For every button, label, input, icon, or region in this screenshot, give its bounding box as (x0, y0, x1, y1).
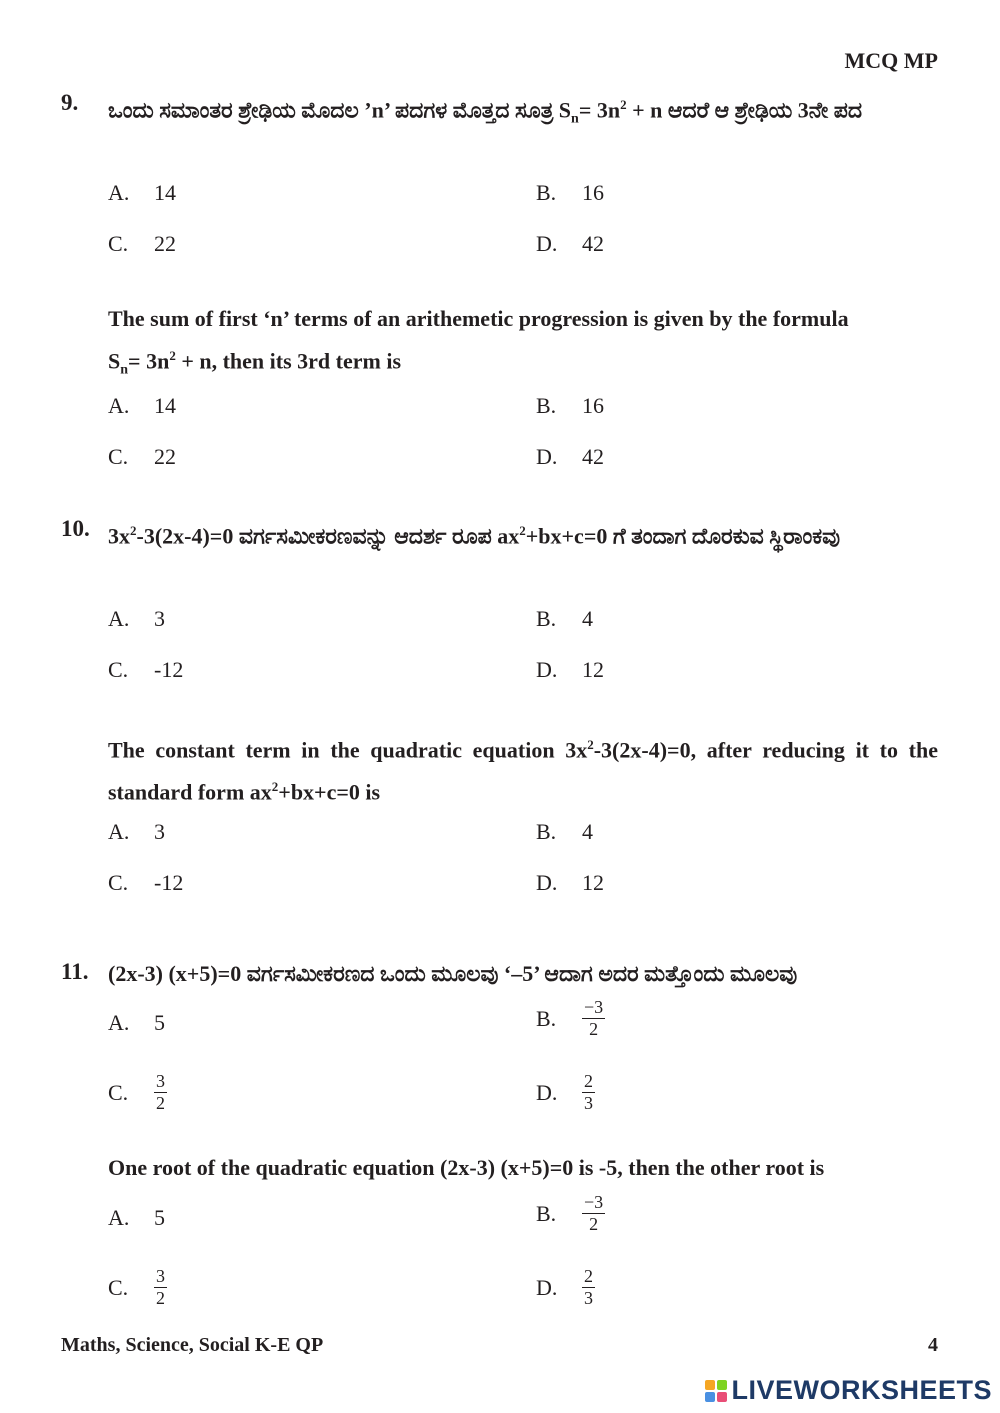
fraction-numerator: 2 (584, 1071, 593, 1091)
option-d[interactable] (536, 870, 604, 896)
fraction-denominator: 2 (156, 1288, 165, 1308)
option-a[interactable] (108, 1010, 165, 1036)
option-label: D. (536, 657, 558, 682)
question-number: 10. (61, 516, 90, 541)
option-value: 4 (582, 606, 593, 631)
fraction (582, 1072, 595, 1113)
option-label: B. (536, 1200, 557, 1226)
option-d[interactable] (536, 1267, 595, 1308)
fraction (582, 1193, 605, 1234)
option-a[interactable] (108, 393, 176, 419)
question-text-kannada (108, 86, 938, 138)
formula-part: + n (626, 97, 663, 123)
question-text-part: The constant term in the quadratic equation (108, 737, 566, 763)
option-label: C. (108, 444, 129, 469)
equation-part: +bx+c=0 (525, 523, 608, 549)
equation-part: ax (249, 779, 272, 805)
question-text-english: One root of the quadratic equation (2x-3) (x+5)=0 is -5, then the other root is (108, 1155, 825, 1180)
formula-superscript: 2 (620, 97, 627, 112)
equation-part: -3(2x-4)=0, after reducing it to the standard form (108, 737, 938, 805)
option-label: C. (108, 1274, 129, 1300)
option-value: 5 (154, 1205, 165, 1230)
question-text-kannada (108, 512, 938, 554)
fraction-numerator: 2 (584, 1266, 593, 1286)
question-text-part: ವರ್ಗಸಮೀಕರಣವನ್ನು ಆದರ್ಶ ರೂಪ (233, 523, 498, 549)
question-text-part: ಒಂದು ಸಮಾಂತರ ಶ್ರೇಢಿಯ ಮೊದಲ ’n’ ಪದಗಳ ಮೊತ್ತದ ಸೂತ್ರ (108, 97, 559, 123)
option-label: C. (108, 231, 129, 256)
brand-text: LIVEWORKSHEETS (731, 1375, 992, 1405)
formula-part: + n, then its 3rd term is (175, 348, 402, 374)
fraction-numerator: 3 (156, 1266, 165, 1286)
fraction-numerator: 3 (156, 1071, 165, 1091)
footer-title: Maths, Science, Social K-E QP (61, 1334, 324, 1356)
option-label: D. (536, 1274, 558, 1300)
equation-part: 3x (108, 523, 130, 549)
option-d[interactable] (536, 231, 604, 257)
option-c[interactable] (108, 657, 183, 683)
formula-superscript: 2 (169, 348, 176, 363)
option-label: A. (108, 1010, 130, 1035)
option-label: B. (536, 393, 557, 418)
option-value: 5 (154, 1010, 165, 1035)
logo-square (705, 1380, 715, 1390)
option-label: C. (108, 1079, 129, 1105)
option-d[interactable] (536, 657, 604, 683)
fraction-denominator: 2 (589, 1214, 599, 1234)
logo-square (717, 1380, 727, 1390)
option-value: 4 (582, 819, 593, 844)
fraction-denominator: 2 (589, 1019, 599, 1039)
option-value: 16 (582, 180, 604, 205)
formula-subscript: n (120, 362, 129, 378)
fraction-numerator: −3 (584, 997, 604, 1017)
option-label: B. (536, 180, 557, 205)
liveworksheets-logo-icon (705, 1380, 727, 1402)
option-value: 3 (154, 606, 165, 631)
fraction (582, 998, 605, 1039)
option-label: A. (108, 180, 130, 205)
equation-part: 3x (565, 737, 588, 763)
option-label: D. (536, 444, 558, 469)
option-d[interactable] (536, 444, 604, 470)
page-number: 4 (928, 1334, 938, 1356)
option-value: 42 (582, 231, 604, 256)
formula-symbol: S (108, 348, 121, 374)
option-label: D. (536, 870, 558, 895)
question-text-part: ಗೆ ತಂದಾಗ ದೊರಕುವ ಸ್ಥಿರಾಂಕವು (607, 523, 841, 549)
option-a[interactable] (108, 1205, 165, 1231)
option-value: 3 (154, 819, 165, 844)
option-label: A. (108, 1205, 130, 1230)
option-a[interactable] (108, 606, 165, 632)
question-text-english (108, 300, 938, 389)
fraction (154, 1072, 167, 1113)
fraction-denominator: 3 (584, 1093, 593, 1113)
equation-superscript: 2 (519, 523, 526, 538)
option-c[interactable] (108, 444, 176, 470)
option-label: B. (536, 819, 557, 844)
option-value: -12 (154, 657, 184, 682)
option-label: C. (108, 657, 129, 682)
formula-symbol: S (558, 97, 572, 123)
fraction-denominator: 3 (584, 1288, 593, 1308)
question-text-part: ಆದರೆ ಆ ಶ್ರೇಢಿಯ 3ನೇ ಪದ (662, 97, 863, 123)
question-number: 9. (61, 90, 79, 115)
option-c[interactable] (108, 870, 183, 896)
option-label: A. (108, 819, 130, 844)
option-label: B. (536, 606, 557, 631)
option-b[interactable] (536, 819, 593, 845)
option-value: 12 (582, 657, 604, 682)
fraction (154, 1267, 167, 1308)
equation-superscript: 2 (271, 779, 279, 795)
header-label: MCQ MP (844, 48, 938, 73)
question-number: 11. (61, 959, 89, 984)
option-label: A. (108, 393, 130, 418)
brand-logo[interactable] (705, 1375, 992, 1406)
question-text-english (108, 726, 938, 811)
option-c[interactable] (108, 1072, 167, 1113)
option-b[interactable] (536, 180, 604, 206)
formula-part: = 3n (578, 97, 621, 123)
option-d[interactable] (536, 1072, 595, 1113)
option-a[interactable] (108, 180, 176, 206)
option-b[interactable] (536, 606, 593, 632)
equation-part: ax (497, 523, 520, 549)
equation-superscript: 2 (130, 523, 137, 538)
option-c[interactable] (108, 1267, 167, 1308)
fraction-denominator: 2 (156, 1093, 165, 1113)
question-text-kannada: (2x-3) (x+5)=0 ವರ್ಗಸಮೀಕರಣದ ಒಂದು ಮೂಲವು ‘–5’ ಆದಾಗ ಅದರ ಮತ್ತೊಂದು ಮೂಲವು (108, 961, 798, 986)
option-value: 22 (154, 444, 176, 469)
option-label: D. (536, 231, 558, 256)
fraction (582, 1267, 595, 1308)
logo-square (705, 1392, 715, 1402)
option-value: 14 (154, 180, 176, 205)
formula-subscript: n (571, 111, 579, 127)
logo-square (717, 1392, 727, 1402)
option-a[interactable] (108, 819, 165, 845)
option-label: D. (536, 1079, 558, 1105)
option-value: 16 (582, 393, 604, 418)
question-text-part: The sum of first ‘n’ terms of an arithemetic progression is given by the formula (108, 306, 849, 331)
option-value: 22 (154, 231, 176, 256)
option-value: 12 (582, 870, 604, 895)
option-value: -12 (154, 870, 184, 895)
option-b[interactable] (536, 393, 604, 419)
option-label: B. (536, 1005, 557, 1031)
equation-part: -3(2x-4)=0 (136, 523, 234, 549)
option-label: A. (108, 606, 130, 631)
equation-superscript: 2 (587, 737, 594, 752)
option-c[interactable] (108, 231, 176, 257)
option-value: 14 (154, 393, 176, 418)
option-b[interactable] (536, 1193, 605, 1234)
option-value: 42 (582, 444, 604, 469)
fraction-numerator: −3 (584, 1192, 604, 1212)
option-b[interactable] (536, 998, 605, 1039)
option-label: C. (108, 870, 129, 895)
formula-part: = 3n (128, 348, 170, 374)
equation-part: +bx+c=0 is (278, 779, 381, 805)
